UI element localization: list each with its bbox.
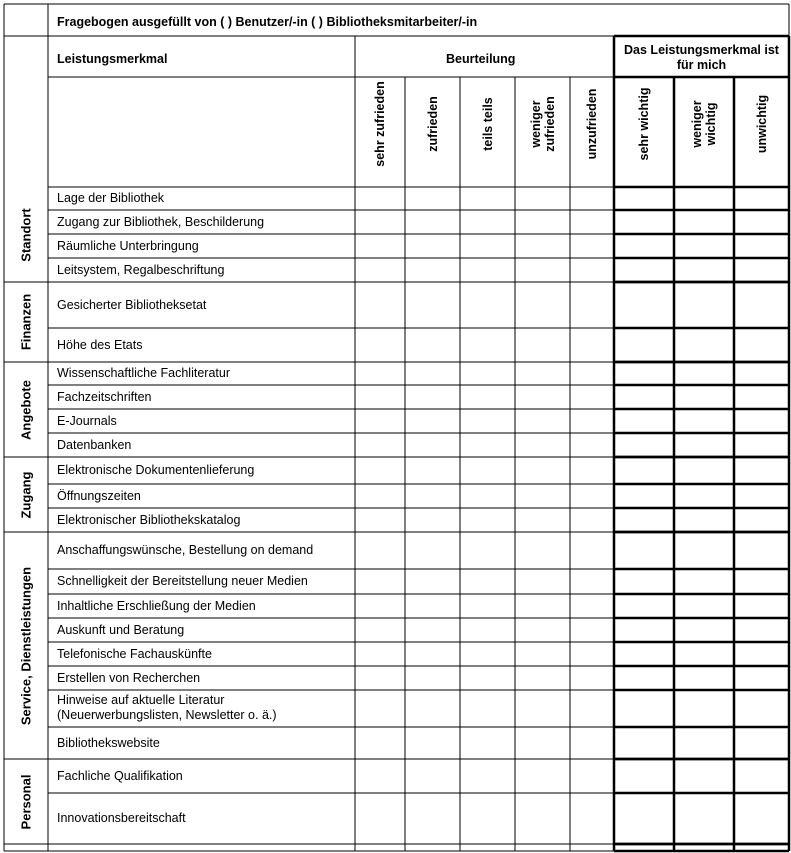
rating-checkbox-cell[interactable]	[515, 569, 570, 594]
importance-checkbox-cell[interactable]	[734, 569, 789, 594]
importance-checkbox-cell[interactable]	[734, 727, 789, 759]
feature-label: Datenbanken	[57, 437, 132, 452]
rating-checkbox-cell[interactable]	[460, 690, 515, 727]
importance-checkbox-cell[interactable]	[734, 484, 789, 508]
importance-checkbox-cell[interactable]	[614, 727, 674, 759]
option-label: sehr zufrieden	[373, 81, 387, 167]
importance-checkbox-cell[interactable]	[734, 282, 789, 328]
importance-checkbox-cell[interactable]	[734, 409, 789, 433]
importance-checkbox-cell[interactable]	[614, 433, 674, 457]
feature-label: Anschaffungswünsche, Bestellung on demand	[57, 543, 314, 557]
feature-label: Auskunft und Beratung	[57, 622, 185, 637]
importance-checkbox-cell[interactable]	[674, 666, 734, 690]
rating-checkbox-cell[interactable]	[515, 727, 570, 759]
rating-checkbox-cell[interactable]	[570, 793, 614, 844]
importance-checkbox-cell[interactable]	[614, 457, 674, 484]
rating-checkbox-cell[interactable]	[460, 433, 515, 457]
importance-checkbox-cell[interactable]	[674, 433, 734, 457]
rating-checkbox-cell[interactable]	[570, 642, 614, 666]
rating-checkbox-cell[interactable]	[405, 282, 460, 328]
rating-checkbox-cell[interactable]	[460, 328, 515, 362]
importance-checkbox-cell[interactable]	[674, 690, 734, 727]
rating-checkbox-cell[interactable]	[570, 532, 614, 569]
importance-checkbox-cell[interactable]	[614, 759, 674, 793]
rating-checkbox-cell[interactable]	[515, 759, 570, 793]
importance-checkbox-cell[interactable]	[614, 690, 674, 727]
option-label: unwichtig	[754, 94, 769, 154]
rating-checkbox-cell[interactable]	[515, 258, 570, 282]
importance-checkbox-cell[interactable]	[674, 594, 734, 618]
feature-label: Zugang zur Bibliothek, Beschilderung	[57, 214, 265, 229]
rating-checkbox-cell[interactable]	[460, 362, 515, 385]
rating-checkbox-cell[interactable]	[355, 532, 405, 569]
rating-checkbox-cell[interactable]	[570, 690, 614, 727]
importance-checkbox-cell[interactable]	[614, 642, 674, 666]
feature-label: Wissenschaftliche Fachliteratur	[57, 366, 230, 380]
importance-checkbox-cell[interactable]	[614, 793, 674, 844]
section-label: Finanzen	[18, 293, 34, 351]
feature-label: Bibliothekswebsite	[57, 735, 160, 750]
rating-checkbox-cell[interactable]	[355, 642, 405, 666]
rating-checkbox-cell[interactable]	[460, 594, 515, 618]
feature-label: Elektronischer Bibliothekskatalog	[57, 512, 241, 527]
rating-checkbox-cell[interactable]	[405, 569, 460, 594]
rating-checkbox-cell[interactable]	[405, 666, 460, 690]
feature-label: Inhaltliche Erschließung der Medien	[57, 598, 256, 613]
rating-checkbox-cell[interactable]	[355, 618, 405, 642]
importance-checkbox-cell[interactable]	[734, 187, 789, 210]
importance-checkbox-cell[interactable]	[614, 569, 674, 594]
rating-checkbox-cell[interactable]	[460, 282, 515, 328]
rating-checkbox-cell[interactable]	[460, 793, 515, 844]
rating-checkbox-cell[interactable]	[570, 385, 614, 409]
feature-label: Gesicherter Bibliotheksetat	[57, 297, 207, 312]
importance-checkbox-cell[interactable]	[614, 187, 674, 210]
rating-checkbox-cell[interactable]	[355, 457, 405, 484]
importance-checkbox-cell[interactable]	[734, 690, 789, 727]
rating-checkbox-cell[interactable]	[355, 727, 405, 759]
rating-checkbox-cell[interactable]	[355, 690, 405, 727]
feature-label: Höhe des Etats	[57, 337, 143, 352]
rating-checkbox-cell[interactable]	[460, 759, 515, 793]
feature-label: Telefonische Fachauskünfte	[57, 646, 212, 661]
rating-checkbox-cell[interactable]	[515, 666, 570, 690]
rating-checkbox-cell[interactable]	[460, 532, 515, 569]
rating-checkbox-cell[interactable]	[355, 508, 405, 532]
rating-checkbox-cell[interactable]	[355, 234, 405, 258]
section-label: Zugang	[18, 471, 34, 518]
rating-checkbox-cell[interactable]	[405, 642, 460, 666]
rating-checkbox-cell[interactable]	[405, 234, 460, 258]
feature-label: Räumliche Unterbringung	[57, 238, 199, 253]
importance-checkbox-cell[interactable]	[674, 508, 734, 532]
importance-checkbox-cell[interactable]	[614, 362, 674, 385]
importance-checkbox-cell[interactable]	[674, 457, 734, 484]
importance-checkbox-cell[interactable]	[674, 727, 734, 759]
importance-checkbox-cell[interactable]	[674, 210, 734, 234]
importance-checkbox-cell[interactable]	[614, 409, 674, 433]
rating-checkbox-cell[interactable]	[460, 258, 515, 282]
rating-checkbox-cell[interactable]	[355, 282, 405, 328]
feature-label: Hinweise auf aktuelle Literatur (Neuerwerbungslisten, Newsletter o. ä.)	[57, 693, 277, 722]
importance-checkbox-cell[interactable]	[734, 210, 789, 234]
rating-checkbox-cell[interactable]	[355, 433, 405, 457]
importance-checkbox-cell[interactable]	[614, 234, 674, 258]
rating-column-header: Beurteilung	[446, 52, 516, 66]
rating-checkbox-cell[interactable]	[460, 618, 515, 642]
rating-checkbox-cell[interactable]	[515, 642, 570, 666]
importance-checkbox-cell[interactable]	[674, 328, 734, 362]
rating-checkbox-cell[interactable]	[570, 457, 614, 484]
importance-checkbox-cell[interactable]	[674, 282, 734, 328]
feature-label: Lage der Bibliothek	[57, 191, 165, 205]
form-title: Fragebogen ausgefüllt von ( ) Benutzer/-in ( ) Bibliotheksmitarbeiter/-in	[57, 15, 478, 29]
importance-checkbox-cell[interactable]	[614, 666, 674, 690]
rating-checkbox-cell[interactable]	[405, 328, 460, 362]
importance-checkbox-cell[interactable]	[614, 328, 674, 362]
rating-checkbox-cell[interactable]	[515, 594, 570, 618]
rating-checkbox-cell[interactable]	[570, 433, 614, 457]
rating-checkbox-cell[interactable]	[405, 433, 460, 457]
rating-checkbox-cell[interactable]	[355, 409, 405, 433]
rating-checkbox-cell[interactable]	[515, 690, 570, 727]
feature-label: Elektronische Dokumentenlieferung	[57, 463, 255, 477]
feature-label: Fachzeitschriften	[57, 389, 152, 404]
rating-checkbox-cell[interactable]	[355, 569, 405, 594]
rating-checkbox-cell[interactable]	[570, 666, 614, 690]
rating-checkbox-cell[interactable]	[570, 618, 614, 642]
importance-checkbox-cell[interactable]	[734, 258, 789, 282]
rating-checkbox-cell[interactable]	[460, 727, 515, 759]
feature-label: Leitsystem, Regalbeschriftung	[57, 262, 225, 277]
rating-checkbox-cell[interactable]	[405, 594, 460, 618]
rating-checkbox-cell[interactable]	[460, 234, 515, 258]
importance-checkbox-cell[interactable]	[734, 666, 789, 690]
rating-checkbox-cell[interactable]	[405, 532, 460, 569]
rating-checkbox-cell[interactable]	[405, 457, 460, 484]
rating-checkbox-cell[interactable]	[405, 187, 460, 210]
importance-checkbox-cell[interactable]	[674, 618, 734, 642]
importance-checkbox-cell[interactable]	[734, 642, 789, 666]
rating-checkbox-cell[interactable]	[515, 234, 570, 258]
importance-checkbox-cell[interactable]	[674, 793, 734, 844]
rating-checkbox-cell[interactable]	[460, 484, 515, 508]
importance-checkbox-cell[interactable]	[734, 328, 789, 362]
rating-checkbox-cell[interactable]	[460, 569, 515, 594]
rating-checkbox-cell[interactable]	[355, 484, 405, 508]
rating-checkbox-cell[interactable]	[515, 433, 570, 457]
rating-checkbox-cell[interactable]	[570, 508, 614, 532]
rating-checkbox-cell[interactable]	[460, 457, 515, 484]
rating-checkbox-cell[interactable]	[570, 210, 614, 234]
feature-label: E-Journals	[57, 413, 117, 428]
rating-checkbox-cell[interactable]	[405, 618, 460, 642]
importance-checkbox-cell[interactable]	[614, 484, 674, 508]
rating-checkbox-cell[interactable]	[355, 666, 405, 690]
feature-label: Innovationsbereitschaft	[57, 811, 186, 825]
importance-checkbox-cell[interactable]	[674, 642, 734, 666]
rating-checkbox-cell[interactable]	[405, 210, 460, 234]
importance-checkbox-cell[interactable]	[734, 532, 789, 569]
rating-checkbox-cell[interactable]	[405, 258, 460, 282]
importance-checkbox-cell[interactable]	[734, 433, 789, 457]
option-label: sehr wichtig	[637, 87, 651, 161]
importance-checkbox-cell[interactable]	[614, 532, 674, 569]
rating-checkbox-cell[interactable]	[570, 234, 614, 258]
rating-checkbox-cell[interactable]	[515, 210, 570, 234]
rating-checkbox-cell[interactable]	[570, 328, 614, 362]
feature-label: Fachliche Qualifikation	[57, 768, 183, 783]
rating-checkbox-cell[interactable]	[355, 759, 405, 793]
importance-checkbox-cell[interactable]	[614, 594, 674, 618]
rating-checkbox-cell[interactable]	[460, 409, 515, 433]
rating-checkbox-cell[interactable]	[515, 508, 570, 532]
option-label: unzufrieden	[585, 88, 599, 160]
importance-checkbox-cell[interactable]	[674, 409, 734, 433]
rating-checkbox-cell[interactable]	[570, 484, 614, 508]
feature-label: Erstellen von Recherchen	[57, 670, 201, 685]
rating-checkbox-cell[interactable]	[355, 385, 405, 409]
rating-checkbox-cell[interactable]	[515, 793, 570, 844]
importance-checkbox-cell[interactable]	[674, 258, 734, 282]
importance-checkbox-cell[interactable]	[614, 385, 674, 409]
rating-checkbox-cell[interactable]	[515, 618, 570, 642]
rating-checkbox-cell[interactable]	[355, 210, 405, 234]
rating-checkbox-cell[interactable]	[515, 409, 570, 433]
importance-checkbox-cell[interactable]	[674, 759, 734, 793]
rating-checkbox-cell[interactable]	[405, 484, 460, 508]
importance-checkbox-cell[interactable]	[674, 234, 734, 258]
rating-checkbox-cell[interactable]	[460, 508, 515, 532]
rating-checkbox-cell[interactable]	[570, 727, 614, 759]
rating-checkbox-cell[interactable]	[405, 793, 460, 844]
rating-checkbox-cell[interactable]	[570, 409, 614, 433]
section-label: Angebote	[18, 379, 34, 440]
importance-checkbox-cell[interactable]	[734, 234, 789, 258]
importance-checkbox-cell[interactable]	[734, 618, 789, 642]
rating-checkbox-cell[interactable]	[570, 258, 614, 282]
option-label: teils teils	[480, 97, 495, 151]
importance-checkbox-cell[interactable]	[734, 594, 789, 618]
importance-checkbox-cell[interactable]	[674, 385, 734, 409]
rating-checkbox-cell[interactable]	[570, 187, 614, 210]
rating-checkbox-cell[interactable]	[460, 642, 515, 666]
feature-label: Schnelligkeit der Bereitstellung neuer Medien	[57, 574, 308, 588]
rating-checkbox-cell[interactable]	[405, 508, 460, 532]
importance-checkbox-cell[interactable]	[734, 385, 789, 409]
rating-checkbox-cell[interactable]	[460, 210, 515, 234]
rating-checkbox-cell[interactable]	[515, 328, 570, 362]
rating-checkbox-cell[interactable]	[355, 594, 405, 618]
rating-checkbox-cell[interactable]	[515, 385, 570, 409]
importance-checkbox-cell[interactable]	[734, 508, 789, 532]
feature-column-header: Leistungsmerkmal	[57, 52, 168, 66]
rating-checkbox-cell[interactable]	[570, 282, 614, 328]
importance-checkbox-cell[interactable]	[734, 793, 789, 844]
rating-checkbox-cell[interactable]	[405, 409, 460, 433]
rating-checkbox-cell[interactable]	[570, 594, 614, 618]
importance-checkbox-cell[interactable]	[614, 282, 674, 328]
importance-checkbox-cell[interactable]	[614, 258, 674, 282]
section-label: Personal	[18, 774, 34, 829]
option-label: weniger wichtig	[690, 100, 718, 148]
rating-checkbox-cell[interactable]	[405, 759, 460, 793]
importance-checkbox-cell[interactable]	[614, 508, 674, 532]
section-label: Standort	[18, 207, 34, 262]
importance-checkbox-cell[interactable]	[674, 362, 734, 385]
rating-checkbox-cell[interactable]	[515, 532, 570, 569]
importance-checkbox-cell[interactable]	[614, 210, 674, 234]
rating-checkbox-cell[interactable]	[460, 187, 515, 210]
importance-checkbox-cell[interactable]	[674, 484, 734, 508]
rating-checkbox-cell[interactable]	[515, 362, 570, 385]
section-label: Service, Dienstleistungen	[18, 566, 34, 725]
rating-checkbox-cell[interactable]	[355, 187, 405, 210]
feature-label: Öffnungszeiten	[57, 488, 141, 503]
importance-checkbox-cell[interactable]	[734, 362, 789, 385]
rating-checkbox-cell[interactable]	[355, 328, 405, 362]
rating-checkbox-cell[interactable]	[515, 484, 570, 508]
importance-checkbox-cell[interactable]	[614, 618, 674, 642]
rating-checkbox-cell[interactable]	[515, 282, 570, 328]
rating-checkbox-cell[interactable]	[405, 385, 460, 409]
rating-checkbox-cell[interactable]	[405, 727, 460, 759]
rating-checkbox-cell[interactable]	[460, 385, 515, 409]
rating-checkbox-cell[interactable]	[570, 569, 614, 594]
rating-checkbox-cell[interactable]	[570, 759, 614, 793]
importance-checkbox-cell[interactable]	[734, 759, 789, 793]
option-label: zufrieden	[425, 96, 440, 152]
rating-checkbox-cell[interactable]	[405, 362, 460, 385]
importance-checkbox-cell[interactable]	[674, 569, 734, 594]
importance-checkbox-cell[interactable]	[734, 457, 789, 484]
rating-checkbox-cell[interactable]	[355, 362, 405, 385]
rating-checkbox-cell[interactable]	[355, 793, 405, 844]
rating-checkbox-cell[interactable]	[515, 457, 570, 484]
rating-checkbox-cell[interactable]	[570, 362, 614, 385]
option-label: weniger zufrieden	[528, 96, 557, 152]
importance-checkbox-cell[interactable]	[674, 532, 734, 569]
rating-checkbox-cell[interactable]	[355, 258, 405, 282]
rating-checkbox-cell[interactable]	[515, 187, 570, 210]
importance-checkbox-cell[interactable]	[674, 187, 734, 210]
rating-checkbox-cell[interactable]	[460, 666, 515, 690]
importance-column-header: Das Leistungsmerkmal ist für mich	[624, 43, 779, 72]
rating-checkbox-cell[interactable]	[405, 690, 460, 727]
